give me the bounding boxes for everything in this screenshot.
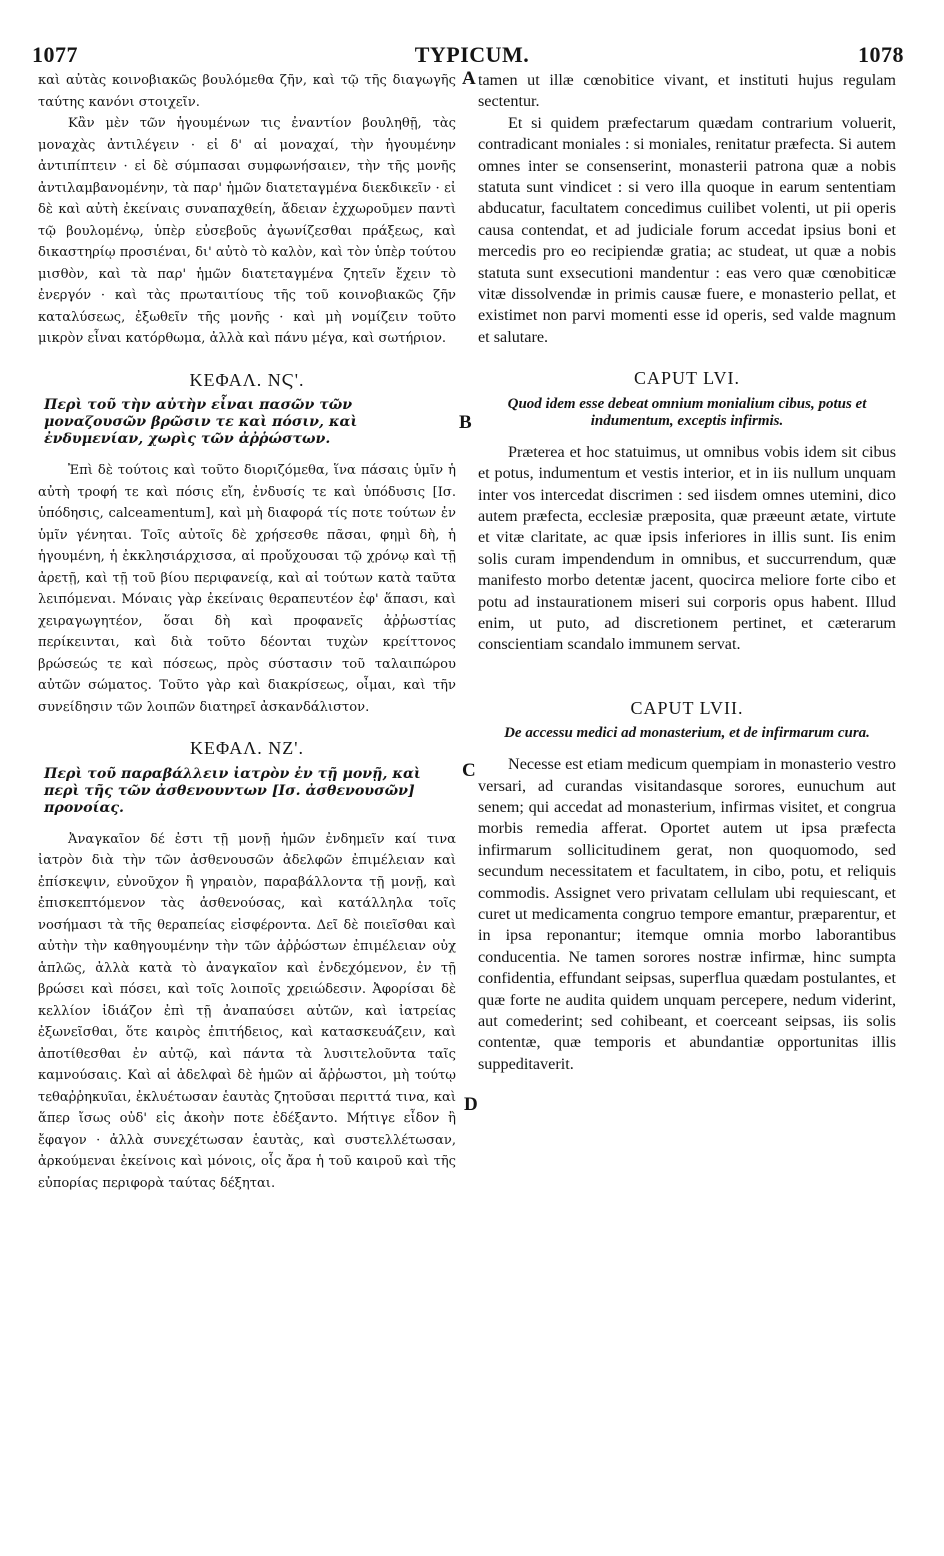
greek-chapter-56-heading: ΚΕΦΑΛ. ΝϚ'. bbox=[189, 369, 305, 390]
left-page-number: 1077 bbox=[32, 42, 78, 67]
latin-chapter-57-rubric: De accessu medici ad monasterium, et de infirmarum cura. bbox=[504, 725, 870, 742]
greek-intro: καὶ αὐτὰς κοινοβιακῶς βουλόμεθα ζῆν, καὶ τῷ τῆς διαγωγῆς ταύτης κανόνι στοιχεῖν. bbox=[38, 73, 456, 110]
latin-chapter-56-rubric: Quod idem esse debeat omnium monialium cibus, potus et indumentum, exceptis infirmis. bbox=[507, 395, 867, 429]
latin-chapter-57-heading: CAPUT LVII. bbox=[630, 697, 744, 718]
section-marker-c: C bbox=[462, 760, 476, 781]
greek-chapter-56-rubric: Περὶ τοῦ τὴν αὐτὴν εἶναι πασῶν τῶν μοναζουσῶν βρῶσιν τε καὶ πόσιν, καὶ ἐνδυμενίαν, χωρὶς τῶν ἀῤῥώστων. bbox=[44, 397, 358, 447]
latin-paragraph-1: Et si quidem præfectarum quædam contrarium voluerit, contradicant moniales : si moniales, renitatur præfecta. Si autem omnes inter se consenserint, monasterii patrona quæ a nobis statuta sunt vindicet : si vero illa quoque in earum sententiam abducatur, facultatem concedimus cuilibet volenti, ut pii operis causa contendat, et ad judiciale forum accedat ipsius boni et mercedis pro eo recipiendæ gratia; ac studeat, ut quæ a nobis statuta sunt exsecutioni mandentur : eas vero quæ cœnobiticæ vitæ dissolvendæ in primis causæ fuere, e monasterio pellat, et existimet non parvi momenti esse id operis, sed valde magnum et salutare. bbox=[478, 113, 896, 346]
greek-paragraph-2: Ἐπὶ δὲ τούτοις καὶ τοῦτο διοριζόμεθα, ἵνα πάσαις ὑμῖν ἡ αὐτὴ τροφή τε καὶ πόσις εἴη, ἐνδυσίς τε καὶ ὑπόδυσις [Ισ. ὑπόδησις, calceamentum], καὶ μὴ διαφορά τίς ποτε τούτων ἐν ὑμῖν γένηται. Τοῖς αὐτοῖς δὲ χρήσεσθε πᾶσαι, φημὶ δὴ, ἡ ἡγουμένη, ἡ ἐκκλησιάρχισσα, αἱ προὔχουσαι τῷ χρόνῳ καὶ τῇ ἀρετῇ, καὶ τῇ τοῦ βίου περιφανείᾳ, καὶ αἱ τούτων κατὰ ταῦτα λειπόμεναι. Μόναις γὰρ ἐκείναις θεραπευτέον ἐφ' ἅπασι, καὶ χειραγωγητέον, ὅσαι δὴ καὶ προφανεῖς ἀῤῥωστίας περίκεινται, καὶ διὰ τοῦτο δέονται τυχὼν κρείττονος βρώσεώς τε καὶ πόσεως, πρὸς σύστασιν τοῦ ταλαιπώρου αὐτῶν σώματος. Τοῦτο γὰρ καὶ διακρίσεως, οἶμαι, καὶ τῆν συνείδησιν τῶν λοιπῶν διατηρεῖ ἀσκανδάλιστον. bbox=[38, 463, 456, 715]
greek-column bbox=[38, 70, 456, 1194]
section-marker-d: D bbox=[464, 1094, 478, 1115]
greek-paragraph-1: Κἂν μὲν τῶν ἡγουμένων τις ἐναντίον βουληθῇ, τὰς μοναχὰς ἀντιλέγειν · εἰ δ' αἱ μοναχαί, τὴν ἡγουμένην ἀντιπίπτειν · εἰ δὲ σύμπασαι συμφωνήσαιεν, τὴν τῆς μονῆς ἀντιλαμβανομένην, τὰ παρ' ἡμῶν διατεταγμένα διεκδικεῖν · εἰ δὲ καὶ αὐτὴ ἐκείναις συναπαχθείη, ἄδειαν ἐχχωροῦμεν παντὶ τῷ βουλομένῳ, ὑπὲρ εὐσεβοῦς ἀγωνίζεσθαι πράξεως, καὶ δικαστηρίῳ προσιέναι, δι' αὐτὸ τὸ καλὸν, καὶ τὸν ὑπὲρ τούτου μισθὸν, καὶ τὰ παρ' ἡμῶν διατεταγμένα ζητεῖν ἔχειν τὸ ἐνεργόν · καὶ τὰς πρωταιτίους τῆς τοῦ κοινοβιακῶς ζῆν καταλύσεως, ἐξωθεῖν τῆς μονῆς · καὶ μὴ νομίζειν τοῦτο μικρὸν εἶναι κατόρθωμα, ἀλλὰ καὶ πάνυ μέγα, καὶ σωτήριον. bbox=[38, 116, 456, 346]
latin-column bbox=[478, 70, 896, 1075]
latin-paragraph-2: Præterea et hoc statuimus, ut omnibus vobis idem sit cibus et potus, indumentum et vestis interior, et in iis nullum unquam inter vos intercedat discrimen : sed iisdem omnes utemini, dico autem præfecta, ecclesiæ præposita, quæ præeunt ætate, virtute et vitæ claritate, ac quæ ipsis inferiores in illis sunt. Iis enim solis curam impendendum in omnibus, et succurrendum, quæ manifesto morbo detentæ jacent, quocirca meliore forte cibo et potu ad instaurationem miseri sui corporis opus habent. Illud enim, ut puto, ad discretionem pertinet, et cæterarum conscientiam scandalo immunem servat. bbox=[478, 442, 896, 654]
latin-intro: tamen ut illæ cœnobitice vivant, et instituti hujus regulam sectentur. bbox=[478, 71, 896, 111]
greek-paragraph-3: Ἀναγκαῖον δέ ἐστι τῇ μονῇ ἡμῶν ἐνδημεῖν καί τινα ἰατρὸν διὰ τὴν τῶν ἀσθενουσῶν ἀδελφῶν ἐπιμέλειαν καὶ ἐπίσκεψιν, εὐνοῦχον ἢ γηραιὸν, παραβάλλοντα τῇ μονῇ, καὶ ἐπισκεπτόμενον τὰς ἀσθενούσας, καὶ κατάλληλα τοῖς νοσήμασι τὰ τῆς θεραπείας εἰσφέροντα. Δεῖ δὲ ποιεῖσθαι καὶ αὐτὴν τὴν καθηγουμένην τὴν τῶν ἀῤῥώστων ἐπιμέλειαν οὐχ ἁπλῶς, ἀλλὰ κατὰ τὸ ἀναγκαῖον καὶ ἐνδεχόμενον, ἐν τῇ βρώσει καὶ πόσει, καὶ τοῖς λοιποῖς χρειώδεσιν. Ἀφορίσαι δὲ κελλίον ἰδιάζον ἐπὶ τῇ ἀναπαύσει αὐτῶν, καὶ ἰατρείας ἐξωνεῖσθαι, ὅτε καιρὸς ἐπιτήδειος, καὶ κατασκευάζειν, καὶ ἀποτίθεσθαι ἐν αὐτῷ, καὶ πάντα τὰ λυσιτελοῦντα ταῖς καμνούσαις. Καὶ αἱ ἀδελφαὶ δὲ ἡμῶν αἱ ἄῤῥωστοι, μὴ τούτῳ τεθαῤῥηκυῖαι, ἐκλυέτωσαν ἑαυτὰς ζητοῦσαι περιττά τινα, καὶ ἅπερ ἴσως οὐδ' εἰς ἀκοὴν ποτε ἐδέξαντο. Μήτιγε εἶδον ἢ ἔφαγον · ἀλλὰ συνεχέτωσαν ἑαυτὰς, καὶ συστελλέτωσαν, ἀρκούμεναι ἐκείνοις καὶ μόνοις, οἷς ἄρα ἡ τοῦ καιροῦ καὶ τῆς εὐπορίας περιφορὰ ταύτας δέξηται. bbox=[38, 831, 456, 1191]
section-marker-a: A bbox=[462, 68, 476, 89]
running-title: TYPICUM. bbox=[414, 42, 530, 67]
greek-chapter-57-heading: ΚΕΦΑΛ. ΝΖ'. bbox=[189, 738, 305, 758]
latin-chapter-56-heading: CAPUT LVI. bbox=[633, 368, 741, 389]
section-marker-b: B bbox=[459, 412, 472, 433]
greek-chapter-57-rubric: Περὶ τοῦ παραβάλλειν ἰατρὸν ἐν τῇ μονῇ, καὶ περὶ τῆς τῶν ἀσθενουντων [Ισ. ἀσθενουσῶν] προνοίας. bbox=[44, 765, 421, 816]
latin-paragraph-3: Necesse est etiam medicum quempiam in monasterio vestro versari, ad curandas visitandasque sorores, eunuchum aut senem; qui accedat ad monasterium, infirmas visitet, et congrua morbis remedia afferat. Oportet autem ut ipsa præfecta infirmarum sollicitudinem gerat, non quoquomodo, sed secundum necessitatem et facultatem, in cibo, potu, et reliquis commodis. Assignet vero privatam cellulam ubi requiescant, et curet ut medicamenta congruo tempore emantur, præparentur, et in ipsa reponantur; itemque omnia morbo laborantibus conducentia. Ne tamen sorores nostræ infirmæ, hinc sumpta confidentia, effundant seipsas, superflua quædam postulantes, et quæ forte ne audita quidem unquam percepere, nedum viderint, aut comederint; sed cohibeant, et coerceant seipsas, iis solis contentæ, quæ temporis et abundantiæ opportunitas illis suppeditaverit. bbox=[478, 755, 896, 1073]
right-page-number: 1078 bbox=[858, 42, 904, 67]
